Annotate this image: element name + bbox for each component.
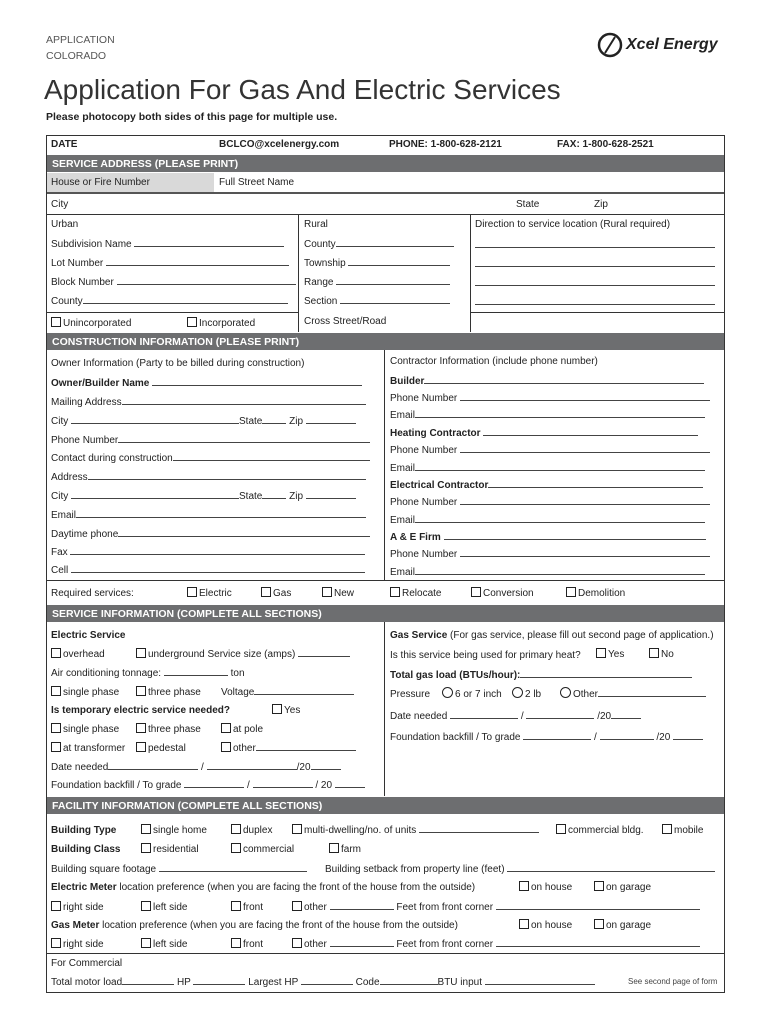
fax-field[interactable] xyxy=(51,546,365,558)
elec-other-label: other xyxy=(304,902,327,913)
gas-meter-title: Gas Meter xyxy=(51,920,100,931)
gas-foundation-label: Foundation backfill / To grade xyxy=(390,732,521,743)
electric-service-label: Electric Service xyxy=(51,630,126,641)
pedestal-checkbox[interactable] xyxy=(136,742,186,754)
builder-field[interactable] xyxy=(390,375,704,387)
at-transformer-checkbox[interactable] xyxy=(51,742,125,754)
ae-email-label: Email xyxy=(390,567,416,578)
subdivision-field[interactable] xyxy=(51,238,284,250)
farm-checkbox[interactable] xyxy=(329,843,361,855)
electric-meter-label xyxy=(51,882,475,893)
voltage-label: Voltage xyxy=(221,687,255,698)
ae-firm-field[interactable] xyxy=(390,531,706,543)
relocate-checkbox[interactable] xyxy=(390,587,441,599)
elec-right-side-checkbox[interactable] xyxy=(51,901,104,913)
gas-date-needed-label: Date needed xyxy=(390,711,448,722)
commercial-bldg-label: commercial bldg. xyxy=(568,825,644,836)
owner-city-field[interactable] xyxy=(51,415,356,427)
duplex-checkbox[interactable] xyxy=(231,824,272,836)
gas-front-label: front xyxy=(243,939,264,950)
pressure-6-7-radio[interactable] xyxy=(442,687,502,700)
city-label: City xyxy=(51,199,69,210)
owner-state-label: State xyxy=(239,416,263,427)
address-field[interactable] xyxy=(51,471,366,483)
duplex-label: duplex xyxy=(243,825,273,836)
gas-foundation-field[interactable]: Foundation backfill / To grade / /20 xyxy=(390,731,703,743)
electrical-label: Electrical Contractor xyxy=(390,480,489,491)
gas-service-note: (For gas service, please fill out second page of application.) xyxy=(450,630,714,641)
btu-input-label: BTU input xyxy=(437,977,482,988)
ae-firm-label: A & E Firm xyxy=(390,532,441,543)
state-label: COLORADO xyxy=(46,50,107,62)
at-pole-label: at pole xyxy=(233,724,264,735)
builder-email-field[interactable] xyxy=(390,409,705,421)
primary-heat-label: Is this service being used for primary heat? xyxy=(390,650,581,661)
gas-load-label: Total gas load (BTUs/hour): xyxy=(390,670,521,681)
demolition-checkbox[interactable] xyxy=(566,587,625,599)
gas-other-label: other xyxy=(304,939,327,950)
heating-phone-label: Phone Number xyxy=(390,445,458,456)
contact-city-field[interactable] xyxy=(51,490,356,502)
elec-left-side-label: left side xyxy=(153,902,188,913)
residential-label: residential xyxy=(153,844,199,855)
township-label: Township xyxy=(304,258,346,269)
ae-email-field[interactable] xyxy=(390,566,705,578)
owner-name-label: Owner/Builder Name xyxy=(51,378,150,389)
electric-meter-desc: location preference (when you are facing the front of the house from the outside) xyxy=(119,882,476,893)
relocate-label: Relocate xyxy=(402,588,442,599)
temp-single-label: single phase xyxy=(63,724,120,735)
gas-on-garage-label: on garage xyxy=(606,920,652,931)
county-label: County xyxy=(304,239,336,250)
county-left-field[interactable] xyxy=(51,295,288,307)
urban-label: Urban xyxy=(51,219,79,230)
temp-three-label: three phase xyxy=(148,724,201,735)
elec-on-garage-label: on garage xyxy=(606,882,652,893)
single-phase-checkbox[interactable] xyxy=(51,686,119,698)
owner-phone-field[interactable] xyxy=(51,434,370,446)
gas-meter-label xyxy=(51,920,458,931)
street-label: Full Street Name xyxy=(219,177,295,188)
residential-checkbox[interactable] xyxy=(141,843,199,855)
pressure-6-7-label: 6 or 7 inch xyxy=(455,689,502,700)
sqft-label: Building square footage xyxy=(51,864,157,875)
single-home-checkbox[interactable] xyxy=(141,824,207,836)
elec-on-garage-checkbox[interactable] xyxy=(594,881,651,893)
primary-heat-no-label: No xyxy=(661,649,674,660)
unincorporated-label: Unincorporated xyxy=(63,318,132,329)
lot-field[interactable] xyxy=(51,257,289,269)
township-field[interactable] xyxy=(304,257,450,269)
elec-other-checkbox[interactable] xyxy=(292,901,700,913)
pressure-2lb-label: 2 lb xyxy=(525,689,542,700)
direction-line-2[interactable] xyxy=(475,259,715,267)
gas-other-checkbox[interactable] xyxy=(292,938,700,950)
pressure-other-radio[interactable] xyxy=(560,687,706,700)
setback-label: Building setback from property line (feet) xyxy=(325,864,505,875)
heating-email-field[interactable] xyxy=(390,462,705,474)
gas-front-checkbox[interactable] xyxy=(231,938,263,950)
gas-on-garage-checkbox[interactable] xyxy=(594,919,651,931)
ac-label: Air conditioning tonnage: xyxy=(51,668,162,679)
temp-other-checkbox[interactable] xyxy=(221,742,356,754)
at-transformer-label: at transformer xyxy=(63,743,126,754)
ac-field[interactable] xyxy=(51,667,245,679)
commercial-bldg-checkbox[interactable] xyxy=(556,824,644,836)
gas-on-house-checkbox[interactable] xyxy=(519,919,572,931)
application-label: APPLICATION xyxy=(46,34,115,46)
building-class-label: Building Class xyxy=(51,844,121,855)
owner-city-label: City xyxy=(51,416,69,427)
overhead-label: overhead xyxy=(63,649,105,660)
commercial-checkbox[interactable] xyxy=(231,843,294,855)
multi-dwelling-label: multi-dwelling/no. of units xyxy=(304,825,417,836)
phone-contact: PHONE: 1-800-628-2121 xyxy=(389,139,502,150)
contact-label: Contact during construction xyxy=(51,453,173,464)
elec-foundation-label: Foundation backfill / To grade xyxy=(51,780,182,791)
temp-single-checkbox[interactable] xyxy=(51,723,119,735)
cell-field[interactable] xyxy=(51,564,365,576)
overhead-checkbox[interactable] xyxy=(51,648,105,660)
gas-foundation-year: /20 xyxy=(656,732,671,743)
fax-label: Fax xyxy=(51,547,68,558)
electric-meter-title: Electric Meter xyxy=(51,882,117,893)
pedestal-label: pedestal xyxy=(148,743,186,754)
code-label: Code xyxy=(355,977,380,988)
elec-front-label: front xyxy=(243,902,264,913)
demolition-label: Demolition xyxy=(578,588,626,599)
elec-date-needed-field[interactable]: Date needed / /20 xyxy=(51,761,341,773)
builder-phone-label: Phone Number xyxy=(390,393,458,404)
gas-label: Gas xyxy=(273,588,292,599)
direction-line-3[interactable] xyxy=(475,278,715,286)
range-label: Range xyxy=(304,277,334,288)
cell-label: Cell xyxy=(51,565,69,576)
largest-hp-label: Largest HP xyxy=(248,977,299,988)
temp-other-label: other xyxy=(233,743,256,754)
elec-feet-corner-label: Feet from front corner xyxy=(396,902,494,913)
elec-date-year: /20 xyxy=(296,762,311,773)
elec-date-needed-label: Date needed xyxy=(51,762,109,773)
contractor-info-label: Contractor Information (include phone number) xyxy=(390,356,598,367)
setback-field[interactable] xyxy=(325,863,715,875)
gas-feet-corner-label: Feet from front corner xyxy=(396,939,494,950)
incorporated-checkbox[interactable] xyxy=(187,317,255,329)
pressure-other-label: Other xyxy=(573,689,599,700)
hp-label: HP xyxy=(176,977,191,988)
owner-email-field[interactable] xyxy=(51,509,366,521)
mobile-label: mobile xyxy=(674,825,704,836)
heating-label: Heating Contractor xyxy=(390,428,481,439)
service-info-header: SERVICE INFORMATION (COMPLETE ALL SECTIONS) xyxy=(46,605,724,622)
commercial-label: commercial xyxy=(243,844,295,855)
owner-info-label: Owner Information (Party to be billed during construction) xyxy=(51,358,305,369)
pressure-2lb-radio[interactable] xyxy=(512,687,541,700)
primary-heat-yes-checkbox[interactable] xyxy=(596,648,624,660)
gas-left-side-label: left side xyxy=(153,939,188,950)
mailing-field[interactable] xyxy=(51,396,366,408)
daytime-label: Daytime phone xyxy=(51,529,119,540)
gas-date-needed-field[interactable]: Date needed / /20 xyxy=(390,710,641,722)
county-left-label: County xyxy=(51,296,83,307)
elec-front-checkbox[interactable] xyxy=(231,901,263,913)
heating-field[interactable] xyxy=(390,427,698,439)
underground-label: underground Service size (amps) xyxy=(148,649,296,660)
direction-label: Direction to service location (Rural required) xyxy=(475,219,671,230)
elec-on-house-label: on house xyxy=(531,882,573,893)
page-subtitle: Please photocopy both sides of this page for multiple use. xyxy=(46,111,338,123)
multi-dwelling-checkbox[interactable] xyxy=(292,824,539,836)
ae-phone-label: Phone Number xyxy=(390,549,458,560)
zip-label: Zip xyxy=(594,199,608,210)
date-field[interactable]: DATE xyxy=(51,139,78,150)
mobile-checkbox[interactable] xyxy=(662,824,703,836)
facility-header: FACILITY INFORMATION (COMPLETE ALL SECTIONS) xyxy=(46,797,724,814)
service-address-header: SERVICE ADDRESS (PLEASE PRINT) xyxy=(46,155,724,172)
house-number-label: House or Fire Number xyxy=(51,177,150,188)
electrical-email-field[interactable] xyxy=(390,514,705,526)
temporary-label: Is temporary electric service needed? xyxy=(51,705,230,716)
contact-field[interactable] xyxy=(51,452,370,464)
builder-email-label: Email xyxy=(390,410,416,421)
lot-label: Lot Number xyxy=(51,258,104,269)
subdivision-label: Subdivision Name xyxy=(51,239,132,250)
motor-load-label: Total motor load xyxy=(51,977,123,988)
construction-header: CONSTRUCTION INFORMATION (PLEASE PRINT) xyxy=(46,333,724,350)
primary-heat-yes-label: Yes xyxy=(608,649,625,660)
see-second-page-note: See second page of form xyxy=(628,977,718,986)
contact-state-label: State xyxy=(239,491,263,502)
heating-phone-field[interactable] xyxy=(390,444,710,456)
gas-load-field[interactable] xyxy=(390,669,692,681)
xcel-logo xyxy=(597,31,727,66)
primary-heat-no-checkbox[interactable] xyxy=(649,648,674,660)
pressure-label: Pressure xyxy=(390,689,431,700)
underground-checkbox[interactable] xyxy=(136,648,350,660)
farm-label: farm xyxy=(341,844,361,855)
gas-meter-desc: location preference (when you are facing the front of the house from the outside) xyxy=(102,920,458,931)
new-label: New xyxy=(334,588,355,599)
three-phase-label: three phase xyxy=(148,687,201,698)
ae-phone-field[interactable] xyxy=(390,548,710,560)
direction-line-1[interactable] xyxy=(475,240,715,248)
temporary-yes-checkbox[interactable] xyxy=(272,704,300,716)
email-contact: BCLCO@xcelenergy.com xyxy=(219,139,340,150)
sqft-field[interactable] xyxy=(51,863,307,875)
for-commercial-label: For Commercial xyxy=(51,958,123,969)
three-phase-checkbox[interactable] xyxy=(136,686,201,698)
electric-label: Electric xyxy=(199,588,232,599)
gas-right-side-checkbox[interactable] xyxy=(51,938,104,950)
gas-checkbox[interactable] xyxy=(261,587,291,599)
gas-service-label xyxy=(390,630,714,641)
new-checkbox[interactable] xyxy=(322,587,354,599)
elec-left-side-checkbox[interactable] xyxy=(141,901,187,913)
electrical-phone-field[interactable] xyxy=(390,496,710,508)
gas-date-year: /20 xyxy=(597,711,612,722)
electrical-email-label: Email xyxy=(390,515,416,526)
state-label-addr: State xyxy=(516,199,540,210)
elec-foundation-field[interactable]: Foundation backfill / To grade / / 20 xyxy=(51,779,365,791)
at-pole-checkbox[interactable] xyxy=(221,723,263,735)
rural-label: Rural xyxy=(304,219,328,230)
temporary-yes-label: Yes xyxy=(284,705,301,716)
temp-three-checkbox[interactable] xyxy=(136,723,201,735)
gas-service-title: Gas Service xyxy=(390,630,448,641)
range-field[interactable] xyxy=(304,276,450,288)
direction-line-4[interactable] xyxy=(475,297,715,305)
single-home-label: single home xyxy=(153,825,207,836)
motor-load-field[interactable] xyxy=(51,976,595,988)
cross-street-label: Cross Street/Road xyxy=(304,316,387,327)
electric-checkbox[interactable] xyxy=(187,587,232,599)
daytime-field[interactable] xyxy=(51,528,370,540)
single-phase-label: single phase xyxy=(63,687,120,698)
voltage-field[interactable] xyxy=(221,686,354,698)
builder-label: Builder xyxy=(390,376,425,387)
mailing-label: Mailing Address xyxy=(51,397,122,408)
gas-on-house-label: on house xyxy=(531,920,573,931)
section-label: Section xyxy=(304,296,338,307)
conversion-label: Conversion xyxy=(483,588,534,599)
conversion-checkbox[interactable] xyxy=(471,587,534,599)
elec-right-side-label: right side xyxy=(63,902,104,913)
block-field[interactable] xyxy=(51,276,296,288)
building-type-label: Building Type xyxy=(51,825,117,836)
contact-city-label: City xyxy=(51,491,69,502)
owner-name-field[interactable] xyxy=(51,377,362,389)
page-title: Application For Gas And Electric Services xyxy=(44,74,561,105)
ton-label: ton xyxy=(230,668,245,679)
section-field[interactable] xyxy=(304,295,450,307)
owner-phone-label: Phone Number xyxy=(51,435,119,446)
gas-right-side-label: right side xyxy=(63,939,104,950)
owner-zip-label: Zip xyxy=(289,416,304,427)
builder-phone-field[interactable] xyxy=(390,392,710,404)
required-services-label: Required services: xyxy=(51,588,134,599)
electrical-field[interactable] xyxy=(390,479,703,491)
fax-contact: FAX: 1-800-628-2521 xyxy=(557,139,654,150)
county-field[interactable] xyxy=(304,238,454,250)
contact-zip-label: Zip xyxy=(289,491,304,502)
owner-email-label: Email xyxy=(51,510,77,521)
elec-on-house-checkbox[interactable] xyxy=(519,881,572,893)
address-label: Address xyxy=(51,472,88,483)
unincorporated-checkbox[interactable] xyxy=(51,317,131,329)
electrical-phone-label: Phone Number xyxy=(390,497,458,508)
logo-text: Xcel Energy xyxy=(626,36,718,53)
gas-left-side-checkbox[interactable] xyxy=(141,938,187,950)
incorporated-label: Incorporated xyxy=(199,318,256,329)
block-label: Block Number xyxy=(51,277,114,288)
elec-foundation-year: / 20 xyxy=(315,780,333,791)
heating-email-label: Email xyxy=(390,463,416,474)
